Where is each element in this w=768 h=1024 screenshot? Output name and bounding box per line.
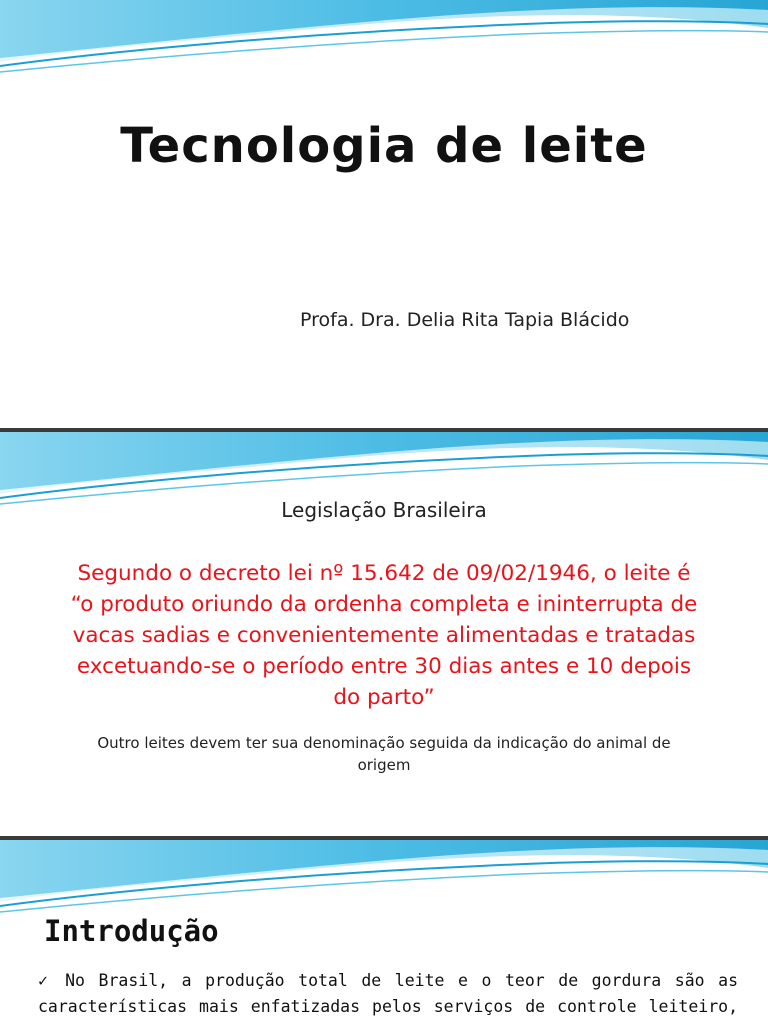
slide-title: Legislação Brasileira bbox=[281, 498, 487, 522]
intro-line: características mais enfatizadas pelos serviços de controle leiteiro, bbox=[38, 997, 738, 1016]
author-name: Profa. Dra. Delia Rita Tapia Blácido bbox=[300, 309, 630, 331]
note-line: origem bbox=[357, 756, 411, 774]
quote-line: excetuando-se o período entre 30 dias antes e 10 depois bbox=[76, 654, 692, 679]
quote-line: “o produto oriundo da ordenha completa e ininterrupta de bbox=[70, 592, 698, 617]
quote-line: Segundo o decreto lei nº 15.642 de 09/02/1946, o leite é bbox=[77, 561, 691, 586]
wave-banner-graphic bbox=[0, 0, 768, 80]
quote-line: vacas sadias e convenientemente alimentadas e tratadas bbox=[72, 623, 696, 648]
wave-banner-graphic bbox=[0, 840, 768, 920]
intro-paragraph bbox=[38, 968, 738, 1020]
slide-3 bbox=[0, 840, 768, 1024]
quote-line: do parto” bbox=[333, 685, 435, 710]
slide-title: Introdução bbox=[44, 914, 219, 948]
decree-quote bbox=[20, 558, 748, 713]
slide-2 bbox=[0, 432, 768, 836]
presentation-title: Tecnologia de leite bbox=[120, 118, 648, 174]
note-line: Outro leites devem ter sua denominação seguida da indicação do animal de bbox=[97, 734, 671, 752]
denomination-note bbox=[40, 732, 728, 776]
intro-line: ✓ No Brasil, a produção total de leite e o teor de gordura são as bbox=[38, 971, 738, 990]
slide-1 bbox=[0, 0, 768, 428]
